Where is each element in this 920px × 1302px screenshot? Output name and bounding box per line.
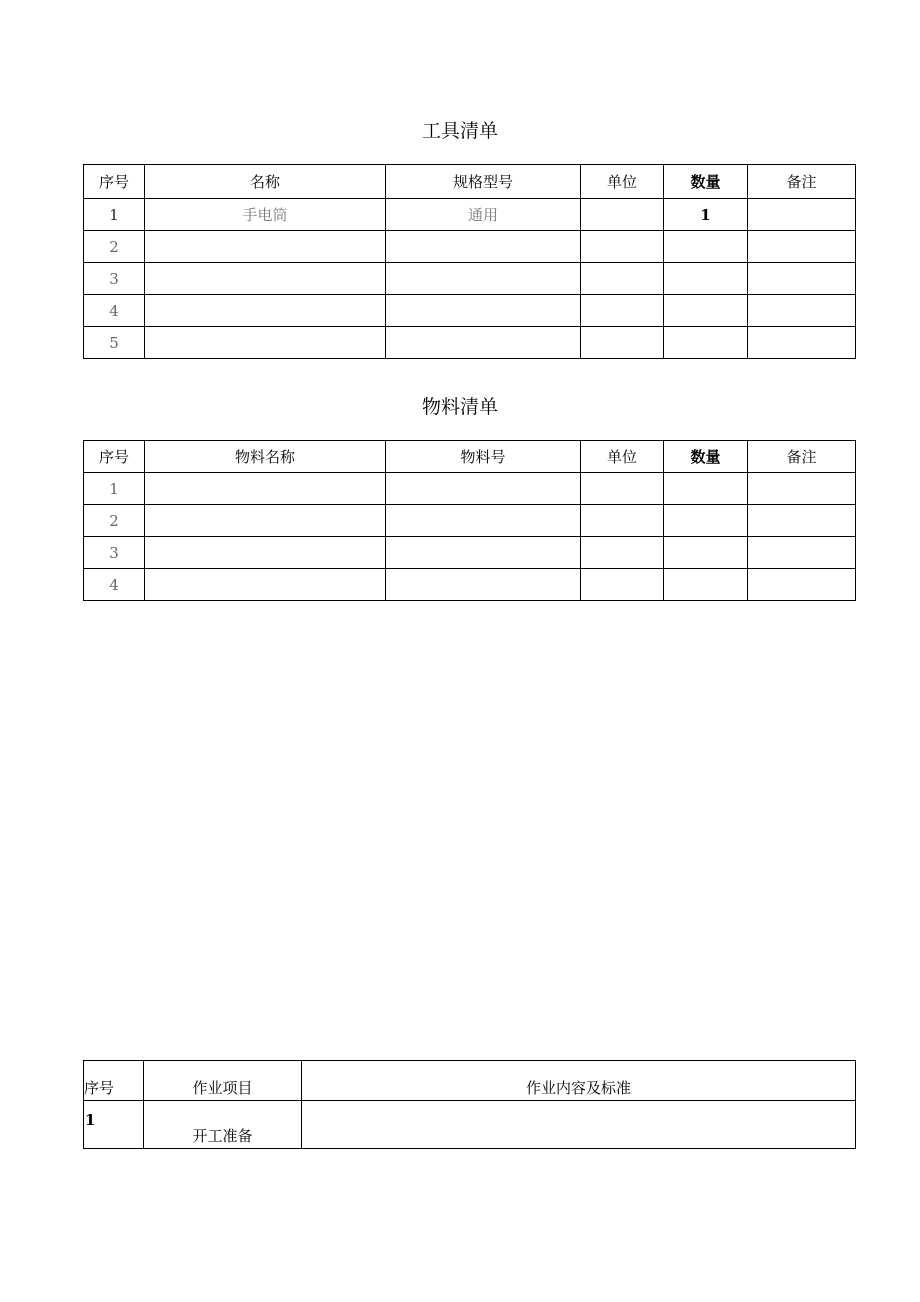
row-material-name [145, 569, 386, 601]
row-unit [581, 505, 664, 537]
header-name: 名称 [145, 165, 386, 199]
header-spec: 规格型号 [386, 165, 581, 199]
row-qty [664, 263, 748, 295]
row-name [145, 295, 386, 327]
row-material-no [386, 537, 581, 569]
table-row [84, 295, 856, 327]
header-unit: 单位 [581, 165, 664, 199]
row-seq: 5 [84, 327, 145, 359]
header-work-content: 作业内容及标准 [302, 1061, 856, 1101]
header-unit: 单位 [581, 441, 664, 473]
row-note [748, 263, 856, 295]
row-unit [581, 473, 664, 505]
row-name [145, 263, 386, 295]
row-note [748, 295, 856, 327]
row-spec: 通用 [386, 199, 581, 231]
work-table [83, 1060, 856, 1149]
row-spec [386, 263, 581, 295]
row-qty [664, 231, 748, 263]
header-qty: 数量 [664, 165, 748, 199]
row-qty [664, 537, 748, 569]
table-row [84, 473, 856, 505]
row-unit [581, 295, 664, 327]
row-qty: 1 [664, 199, 748, 231]
row-spec [386, 295, 581, 327]
header-note: 备注 [748, 165, 856, 199]
header-note: 备注 [748, 441, 856, 473]
row-seq: 4 [84, 295, 145, 327]
row-unit [581, 263, 664, 295]
table-row [84, 537, 856, 569]
row-seq: 1 [84, 199, 145, 231]
table-row [84, 569, 856, 601]
row-material-name [145, 537, 386, 569]
header-material-name: 物料名称 [145, 441, 386, 473]
row-name: 手电筒 [145, 199, 386, 231]
table-row [84, 231, 856, 263]
table-row [84, 505, 856, 537]
row-note [748, 231, 856, 263]
row-unit [581, 537, 664, 569]
row-qty [664, 473, 748, 505]
row-unit [581, 231, 664, 263]
header-seq: 序号 [84, 441, 145, 473]
header-material-no: 物料号 [386, 441, 581, 473]
row-material-no [386, 473, 581, 505]
materials-table [83, 440, 856, 601]
row-qty [664, 327, 748, 359]
work-header-row [84, 1061, 856, 1101]
row-seq: 2 [84, 231, 145, 263]
materials-header-row [84, 441, 856, 473]
row-spec [386, 231, 581, 263]
header-work-item: 作业项目 [144, 1061, 302, 1101]
row-unit [581, 199, 664, 231]
row-seq: 3 [84, 263, 145, 295]
row-material-no [386, 505, 581, 537]
header-seq: 序号 [84, 1061, 144, 1101]
row-material-name [145, 473, 386, 505]
row-note [748, 473, 856, 505]
row-note [748, 505, 856, 537]
row-unit [581, 569, 664, 601]
tools-table [83, 164, 856, 359]
header-qty: 数量 [664, 441, 748, 473]
row-seq: 2 [84, 505, 145, 537]
row-work-content [302, 1101, 856, 1149]
row-name [145, 231, 386, 263]
tools-header-row [84, 165, 856, 199]
materials-title: 物料清单 [421, 396, 498, 418]
row-seq: 4 [84, 569, 145, 601]
row-qty [664, 569, 748, 601]
table-row [84, 199, 856, 231]
header-seq: 序号 [84, 165, 145, 199]
row-note [748, 569, 856, 601]
row-note [748, 537, 856, 569]
row-qty [664, 295, 748, 327]
row-seq: 3 [84, 537, 145, 569]
row-material-name [145, 505, 386, 537]
row-seq: 1 [84, 473, 145, 505]
row-spec [386, 327, 581, 359]
tools-title: 工具清单 [421, 120, 498, 142]
row-note [748, 199, 856, 231]
row-name [145, 327, 386, 359]
row-unit [581, 327, 664, 359]
row-qty [664, 505, 748, 537]
table-row [84, 263, 856, 295]
row-material-no [386, 569, 581, 601]
table-row [84, 327, 856, 359]
row-work-item: 开工准备 [144, 1101, 302, 1149]
row-seq: 1 [84, 1101, 144, 1149]
row-note [748, 327, 856, 359]
table-row [84, 1101, 856, 1149]
